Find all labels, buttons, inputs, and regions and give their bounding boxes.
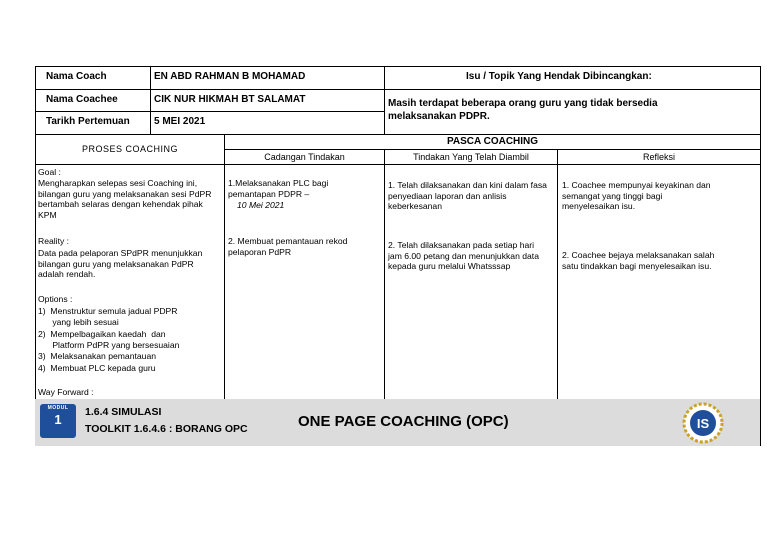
tindakan-item-2: 2. Telah dilaksanakan pada setiap hari jam 6.00 petang dan menunjukkan data kepada guru melalui Whatsssap (388, 240, 539, 272)
refleksi-item-2: 2. Coachee bejaya melaksanakan salah satu tindakkan bagi menyelesaikan isu. (562, 250, 715, 271)
tindakan-item-1: 1. Telah dilaksanakan dan kini dalam fasa penyediaan laporan dan anlisis keberkesanan (388, 180, 547, 212)
table-border-left (35, 66, 36, 446)
issue-value: Masih terdapat beberapa orang guru yang tidak bersedia melaksanakan PDPR. (388, 98, 658, 122)
options-label: Options : (38, 294, 73, 304)
proses-header: PROSES COACHING (81, 144, 178, 154)
option-line: Platform PdPR yang bersesuaian (38, 340, 180, 350)
institute-logo-icon (680, 402, 726, 444)
option-line: yang lebih sesuai (38, 317, 119, 327)
table-row-line (35, 89, 384, 90)
table-border-top (35, 66, 761, 67)
option-line: 4) Membuat PLC kepada guru (38, 363, 156, 373)
table-col-line (224, 134, 225, 399)
coach-value: EN ABD RAHMAN B MOHAMAD (154, 71, 306, 82)
reality-text: Data pada pelaporan SPdPR menunjukkan bilangan guru yang melaksanakan PdPR adalah rendah. (38, 248, 203, 280)
footer-line-2: TOOLKIT 1.6.4.6 : BORANG OPC (85, 423, 248, 435)
wayforward-label: Way Forward : (38, 387, 94, 397)
module-badge-number: 1 (54, 412, 62, 427)
option-line: 2) Mempelbagaikan kaedah dan (38, 329, 166, 339)
reality-label: Reality : (38, 236, 70, 246)
coach-label: Nama Coach (46, 71, 107, 82)
module-badge-label: MODUL (47, 405, 69, 411)
table-border-right (760, 66, 761, 446)
tindakan-header: Tindakan Yang Telah Diambil (413, 152, 529, 162)
goal-text: Mengharapkan selepas sesi Coaching ini, bilangan guru yang melaksanakan sesi PdPR bertambah selaras dengan kehendak pihak KPM (38, 178, 212, 220)
table-row-line (384, 89, 761, 90)
module-badge (40, 404, 76, 438)
cadangan-item-2: 2. Membuat pemantauan rekod pelaporan PdPR (228, 236, 348, 257)
table-row-line (224, 149, 761, 150)
refleksi-item-1: 1. Coachee mempunyai keyakinan dan semangat yang tinggi bagi menyelesaikan isu. (562, 180, 711, 212)
table-col-line (384, 149, 385, 399)
table-row-line (35, 134, 761, 135)
table-col-line (150, 66, 151, 134)
option-line: 1) Menstruktur semula jadual PDPR (38, 306, 178, 316)
logo-text: IS (696, 416, 710, 431)
goal-label: Goal : (38, 167, 61, 177)
table-row-line (35, 111, 384, 112)
table-col-line (384, 66, 385, 134)
cadangan-item-1-date: 10 Mei 2021 (237, 200, 285, 210)
date-label: Tarikh Pertemuan (46, 116, 130, 127)
date-value: 5 MEI 2021 (154, 116, 206, 127)
table-col-line (557, 149, 558, 399)
issue-label: Isu / Topik Yang Hendak Dibincangkan: (466, 71, 652, 82)
table-row-line (35, 164, 761, 165)
footer-line-1: 1.6.4 SIMULASI (85, 406, 162, 418)
pasca-header: PASCA COACHING (446, 136, 539, 147)
coachee-value: CIK NUR HIKMAH BT SALAMAT (154, 94, 306, 105)
cadangan-item-1: 1.Melaksanakan PLC bagi pemantapan PDPR – (228, 178, 329, 199)
option-line: 3) Melaksanakan pemantauan (38, 351, 157, 361)
coachee-label: Nama Coachee (46, 94, 118, 105)
refleksi-header: Refleksi (642, 152, 675, 162)
cadangan-header: Cadangan Tindakan (264, 152, 345, 162)
footer-title: ONE PAGE COACHING (OPC) (298, 413, 509, 430)
